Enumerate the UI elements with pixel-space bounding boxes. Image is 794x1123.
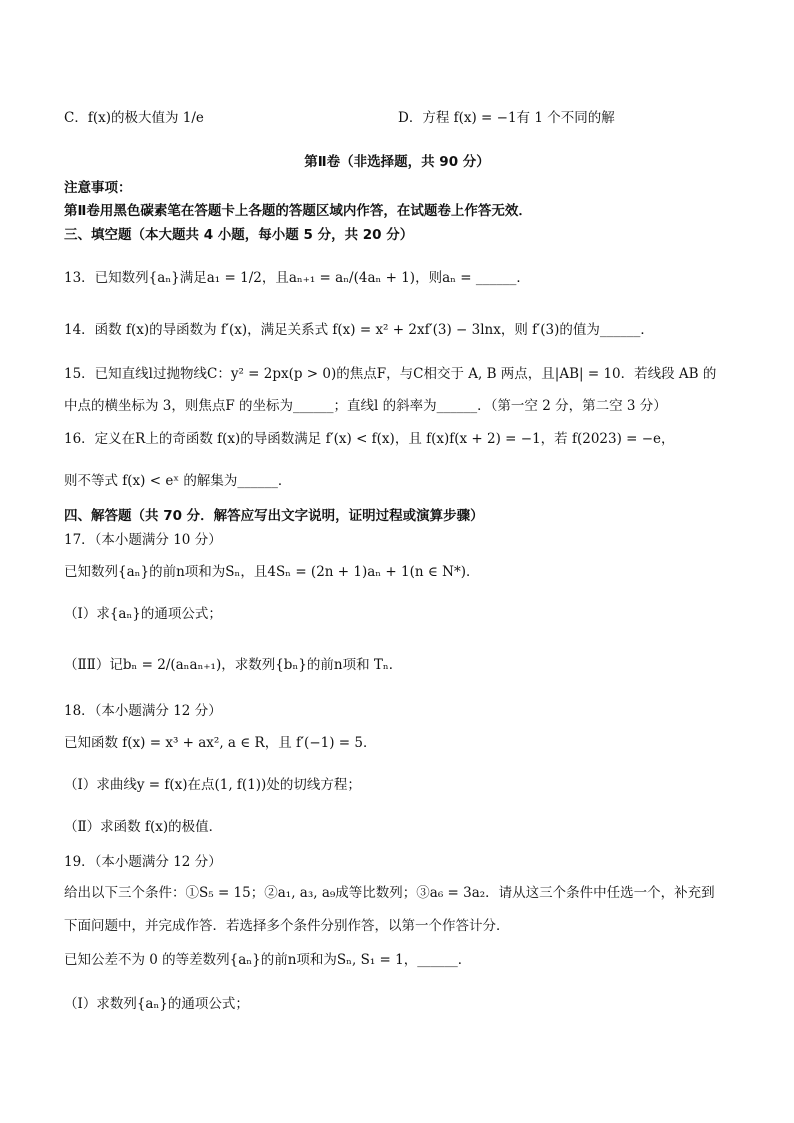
question-19-stem3: 已知公差不为 0 的等差数列{aₙ}的前n项和为Sₙ, S₁ = 1，______．: [64, 952, 472, 968]
question-18-stem: 已知函数 f(x) = x³ + ax², a ∈ R，且 f′(−1) = 5．: [64, 735, 377, 751]
question-16-line2: 则不等式 f(x) < eˣ 的解集为______．: [64, 473, 292, 489]
question-19-part1: （Ⅰ）求数列{aₙ}的通项公式；: [64, 996, 249, 1012]
option-c: C．f(x)的极大值为 1/e: [64, 110, 204, 126]
question-17-stem: 已知数列{aₙ}的前n项和为Sₙ，且4Sₙ = (2n + 1)aₙ + 1(n ∈ N*)．: [64, 564, 480, 580]
notice-title: 注意事项：: [64, 180, 132, 196]
question-19-stem2: 下面问题中，并完成作答．若选择多个条件分别作答，以第一个作答计分．: [64, 918, 510, 934]
question-19-title: 19．（本小题满分 12 分）: [64, 854, 222, 870]
notice-text: 第Ⅱ卷用黑色碳素笔在答题卡上各题的答题区域内作答，在试题卷上作答无效．: [64, 203, 532, 219]
question-15-line2: 中点的横坐标为 3，则焦点F 的坐标为______；直线l 的斜率为______．（第一空 2 分，第二空 3 分）: [64, 398, 667, 414]
section3-heading: 三、填空题（本大题共 4 小题，每小题 5 分，共 20 分）: [64, 227, 414, 243]
question-18-part2: （Ⅱ）求函数 f(x)的极值．: [64, 819, 223, 835]
question-17-part1: （Ⅰ）求{aₙ}的通项公式；: [64, 606, 222, 622]
option-d: D．方程 f(x) = −1有 1 个不同的解: [398, 110, 615, 126]
question-18-part1: （Ⅰ）求曲线y = f(x)在点(1, f(1))处的切线方程；: [64, 777, 361, 793]
question-17-title: 17．（本小题满分 10 分）: [64, 532, 222, 548]
question-18-title: 18．（本小题满分 12 分）: [64, 703, 222, 719]
question-14: 14．函数 f(x)的导函数为 f′(x)，满足关系式 f(x) = x² + 2xf′(3) − 3lnx，则 f′(3)的值为______．: [64, 322, 654, 338]
question-19-stem1: 给出以下三个条件：①S₅ = 15；②a₁, a₃, a₉成等比数列；③a₆ = 3a₂．请从这三个条件中任选一个，补充到: [64, 885, 715, 901]
question-13: 13．已知数列{aₙ}满足a₁ = 1/2，且aₙ₊₁ = aₙ/(4aₙ + 1)，则aₙ = ______．: [64, 270, 530, 286]
part2-title: 第Ⅱ卷（非选择题，共 90 分）: [304, 154, 490, 170]
question-15-line1: 15．已知直线l过抛物线C：y² = 2px(p > 0)的焦点F，与C相交于 A, B 两点，且|AB| = 10．若线段 AB 的: [64, 366, 717, 382]
question-16-line1: 16．定义在R上的奇函数 f(x)的导函数满足 f′(x) < f(x)，且 f(x)f(x + 2) = −1，若 f(2023) = −e，: [64, 431, 675, 447]
question-17-part2: （ⅡⅡ）记bₙ = 2/(aₙaₙ₊₁)，求数列{bₙ}的前n项和 Tₙ．: [64, 657, 403, 673]
section4-heading: 四、解答题（共 70 分．解答应写出文字说明，证明过程或演算步骤）: [64, 508, 484, 524]
